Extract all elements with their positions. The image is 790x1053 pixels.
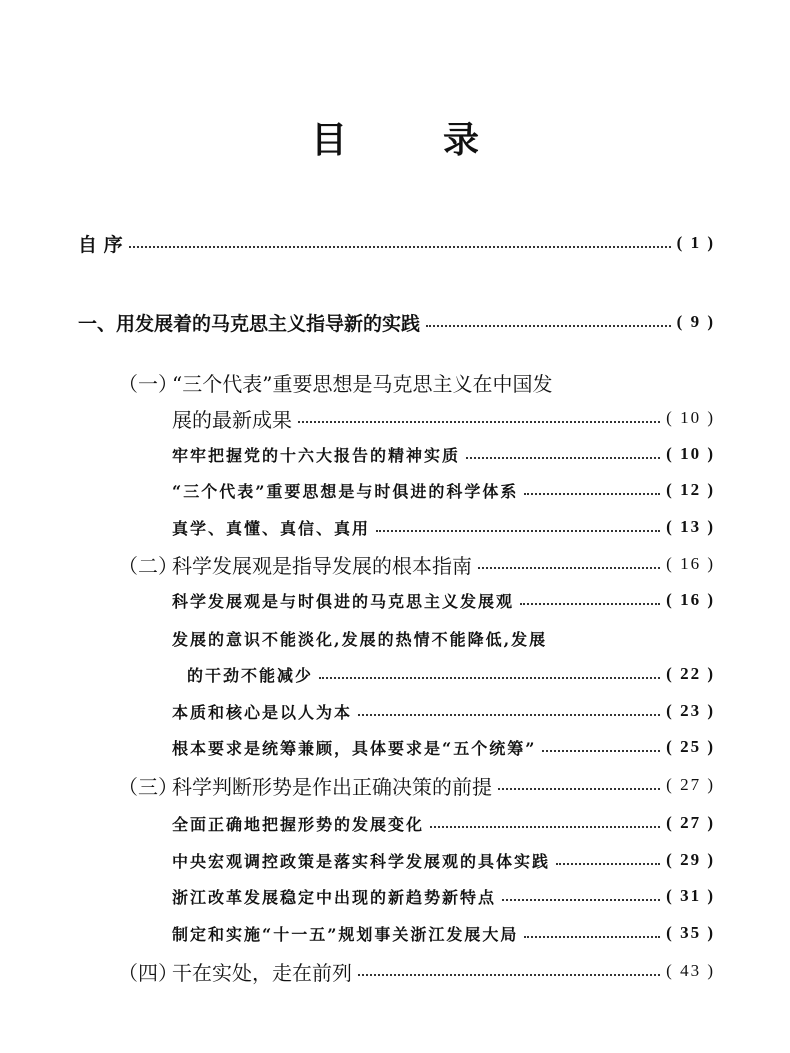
page-number: ( 31 ): [666, 886, 715, 905]
dot-leader: [319, 673, 660, 679]
toc-entry[interactable]: [0, 661, 715, 687]
toc-entry-title: 牢牢把握党的十六大报告的精神实质: [172, 445, 461, 465]
dot-leader: [376, 526, 660, 532]
page-number: ( 1 ): [676, 233, 715, 252]
toc-entry-label: [118, 957, 352, 986]
dot-leader: [542, 746, 660, 752]
toc-entry[interactable]: [0, 309, 715, 335]
page-number: ( 22 ): [666, 664, 715, 683]
toc-entry-title: 本质和核心是以人为本: [172, 702, 353, 722]
toc-entry-label: [118, 368, 552, 397]
page-number: ( 12 ): [666, 480, 715, 499]
toc-entry[interactable]: [0, 920, 715, 946]
toc-entry-label: [78, 309, 420, 336]
page-number: ( 35 ): [666, 923, 715, 942]
toc-entry[interactable]: [0, 514, 715, 540]
page-number: ( 16 ): [666, 554, 715, 573]
page-number: ( 27 ): [666, 813, 715, 832]
dot-leader: [520, 599, 660, 605]
toc-entry[interactable]: [0, 698, 715, 724]
toc-entry-title: 科学判断形势是作出正确决策的前提: [172, 774, 492, 799]
toc-entry-title: 全面正确地把握形势的发展变化: [172, 814, 425, 834]
toc-entry-title: 展的最新成果: [172, 407, 292, 432]
toc-entry-label: [78, 230, 123, 257]
toc-entry-title: 中央宏观调控政策是落实科学发展观的具体实践: [172, 851, 551, 871]
dot-leader: [466, 453, 660, 459]
title-char: 目: [310, 119, 347, 161]
toc-entry-label: [172, 885, 496, 908]
dot-leader: [430, 822, 660, 828]
page-number: ( 13 ): [666, 517, 715, 536]
dot-leader: [358, 970, 660, 976]
toc-entry-title: 发展的意识不能淡化,发展的热情不能降低,发展: [172, 629, 548, 649]
toc-entry-title: 一、用发展着的马克思主义指导新的实践: [78, 312, 421, 335]
section-number: （二）: [118, 553, 178, 578]
toc-entry[interactable]: [0, 883, 715, 909]
toc-entry[interactable]: [0, 587, 715, 613]
toc-entry-label: [172, 736, 536, 759]
toc-entry[interactable]: [0, 847, 715, 873]
toc-entry[interactable]: [0, 369, 715, 395]
toc-entry-title: “三个代表”重要思想是马克思主义在中国发: [172, 371, 553, 396]
toc-entry[interactable]: [0, 230, 715, 256]
page-number: ( 27 ): [666, 775, 715, 794]
toc-entry[interactable]: [0, 551, 715, 577]
page-number: ( 29 ): [666, 850, 715, 869]
page-number: ( 16 ): [666, 590, 715, 609]
toc-entry[interactable]: [0, 958, 715, 984]
dot-leader: [498, 784, 660, 790]
toc-entry[interactable]: [0, 477, 715, 503]
toc-entry-label: [172, 479, 518, 502]
dot-leader: [426, 321, 671, 327]
toc-entry-label: [187, 663, 313, 686]
section-number: （三）: [118, 774, 178, 799]
toc-entry-label: [118, 550, 472, 579]
page-number: ( 10 ): [666, 444, 715, 463]
dot-leader: [129, 242, 671, 248]
toc-entry-title: 浙江改革发展稳定中出现的新趋势新特点: [172, 887, 497, 907]
toc-entry-label: [172, 922, 518, 945]
toc-entry-label: [172, 627, 547, 650]
title-char: 录: [443, 119, 480, 161]
toc-entry-title: 制定和实施“十一五”规划事关浙江发展大局: [172, 924, 519, 944]
toc-entry[interactable]: [0, 625, 715, 651]
toc-entry-label: [172, 812, 424, 835]
dot-leader: [524, 932, 660, 938]
toc-entry[interactable]: [0, 441, 715, 467]
toc-entry-label: [172, 849, 550, 872]
dot-leader: [358, 710, 660, 716]
dot-leader: [298, 417, 660, 423]
toc-entry-label: [172, 700, 352, 723]
dot-leader: [502, 895, 660, 901]
page-number: ( 10 ): [666, 408, 715, 427]
page-number: ( 43 ): [666, 961, 715, 980]
toc-entry[interactable]: [0, 772, 715, 798]
section-number: （四）: [118, 960, 178, 985]
toc-entry-title: 根本要求是统筹兼顾，具体要求是“五个统筹”: [172, 738, 537, 758]
toc-entry-label: [118, 771, 492, 800]
toc-entry[interactable]: [0, 405, 715, 431]
toc-entry-label: [172, 589, 514, 612]
toc-entry-title: 科学发展观是指导发展的根本指南: [172, 553, 472, 578]
toc-entry-title: 科学发展观是与时俱进的马克思主义发展观: [172, 591, 515, 611]
page-number: ( 25 ): [666, 737, 715, 756]
dot-leader: [524, 489, 660, 495]
toc-entry-title: 真学、真懂、真信、真用: [172, 518, 371, 538]
toc-entry-label: [172, 404, 292, 433]
section-number: （一）: [118, 371, 178, 396]
toc-entry-label: [172, 516, 370, 539]
page-title: [0, 112, 790, 163]
page-number: ( 23 ): [666, 701, 715, 720]
dot-leader: [478, 563, 660, 569]
dot-leader: [556, 859, 660, 865]
toc-entry-title: 的干劲不能减少: [187, 665, 314, 685]
toc-entry[interactable]: [0, 810, 715, 836]
toc-entry-title: 自 序: [78, 233, 123, 256]
toc-entry-title: “三个代表”重要思想是与时俱进的科学体系: [172, 481, 519, 501]
toc-entry-title: 干在实处，走在前列: [172, 960, 352, 985]
toc-entry[interactable]: [0, 734, 715, 760]
page-number: ( 9 ): [676, 312, 715, 331]
toc-entry-label: [172, 443, 460, 466]
